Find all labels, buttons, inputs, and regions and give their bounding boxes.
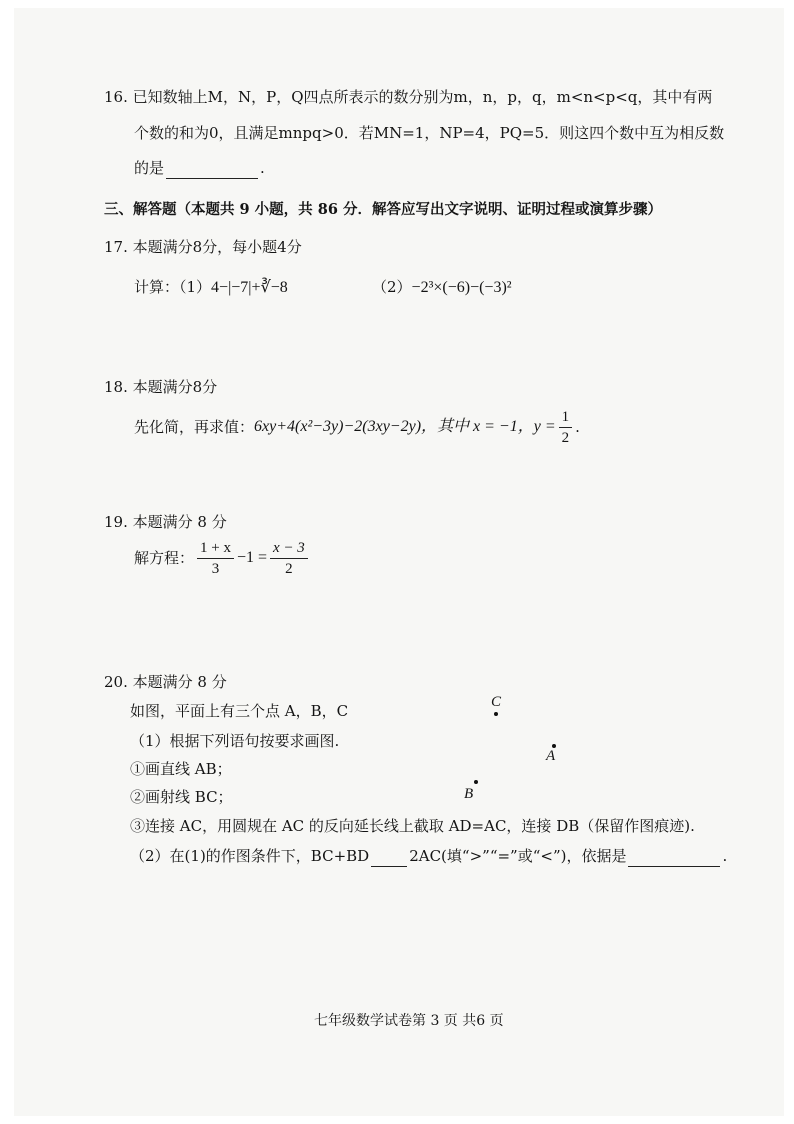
question-20-part1: （1）根据下列语句按要求画图.	[130, 732, 340, 750]
question-19-header: 19. 本题满分 8 分	[104, 513, 227, 531]
fraction-left: $\frac{1 + x}{3}$	[197, 538, 234, 579]
question-20-header: 20. 本题满分 8 分	[104, 673, 227, 691]
fraction-right: $\frac{x - 3}{2}$	[270, 538, 308, 579]
point-b-dot	[474, 780, 478, 784]
question-17-part2: （2）−2³×(−6)−(−3)²	[372, 278, 512, 296]
expression-1: 4−|−7|+∛−8	[211, 279, 288, 296]
compare-blank[interactable]	[371, 850, 407, 867]
question-20-step2: ②画射线 BC；	[130, 788, 233, 806]
point-c-dot	[494, 712, 498, 716]
condition: ，其中 x = −1，y =	[421, 418, 556, 435]
point-c-label: C	[491, 694, 502, 710]
page-footer: 七年级数学试卷第 3 页 共6 页	[314, 1013, 504, 1029]
answer-blank[interactable]	[166, 162, 258, 179]
question-16-line3: 的是 .	[134, 159, 265, 177]
question-number: 16.	[104, 88, 128, 106]
section-3-title: 三、解答题（本题共 9 小题，共 86 分．解答应写出文字说明、证明过程或演算步骤）	[104, 201, 662, 218]
question-20-intro: 如图，平面上有三个点 A，B，C	[130, 702, 349, 720]
point-b-label: B	[464, 786, 474, 802]
expression-2: −2³×(−6)−(−3)²	[411, 279, 512, 296]
question-20-step1: ①画直线 AB；	[130, 760, 232, 778]
question-16	[104, 86, 712, 108]
exam-page	[14, 8, 784, 1116]
point-a-label: A	[546, 748, 556, 764]
question-20-part2: （2）在(1)的作图条件下，BC+BD 2AC(填“>”“=”或“<”)，依据是 .	[130, 847, 728, 865]
question-16-line2: 个数的和为0，且满足mnpq>0．若MN=1，NP=4，PQ=5．则这四个数中互为相反数	[134, 124, 725, 142]
question-18-header: 18. 本题满分8分	[104, 378, 218, 396]
fraction-one-half: $\frac{1}{2}$	[559, 407, 573, 448]
reason-blank[interactable]	[628, 850, 720, 867]
question-17-header: 17. 本题满分8分，每小题4分	[104, 238, 302, 256]
question-text: 已知数轴上M，N，P，Q四点所表示的数分别为m，n，p，q，m<n<p<q，其中有两	[132, 88, 713, 106]
question-18-body: 先化简，再求值： 6xy+4(x²−3y)−2(3xy−2y) ，其中 x = −1，y = $\frac{1}{2}$ .	[134, 408, 580, 446]
question-20-step3: ③连接 AC，用圆规在 AC 的反向延长线上截取 AD=AC，连接 DB（保留作图痕迹).	[130, 817, 695, 835]
expression: 6xy+4(x²−3y)−2(3xy−2y)	[254, 418, 422, 435]
question-17-body: 计算：（1）4−|−7|+∛−8	[134, 278, 288, 296]
question-19-body: 解方程： $\frac{1 + x}{3}$ −1 = $\frac{x - 3}{2}$	[134, 534, 311, 582]
